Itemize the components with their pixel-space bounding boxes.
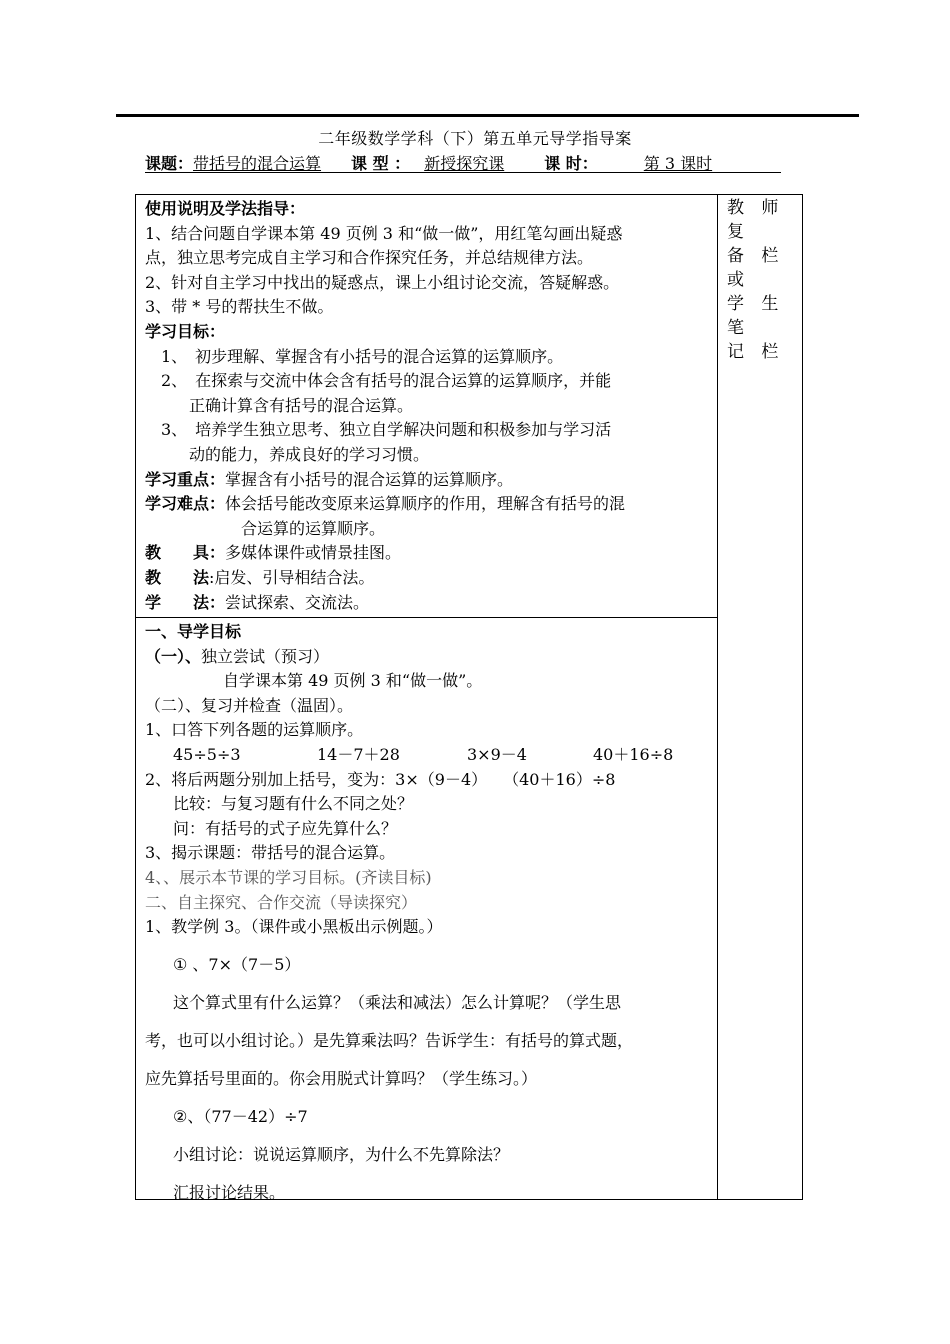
- part1: [145, 645, 713, 670]
- goal-line: 1、 初步理解、掌握含有小括号的混合运算的运算顺序。: [161, 346, 564, 366]
- goal-line: 动的能力，养成良好的学习习惯。: [189, 444, 430, 464]
- expression: 45÷5÷3: [173, 744, 241, 764]
- table-column-divider: [717, 194, 718, 1200]
- part2-line: （二）、复习并检查（温固）。: [145, 695, 354, 715]
- goal-line: 3、 培养学生独立思考、独立自学解决问题和积极参加与学习活: [161, 420, 612, 440]
- key-point-label: 学习重点：: [145, 469, 226, 489]
- period-label: 课 时：: [544, 154, 598, 173]
- instruction-line: 3、带 * 号的帮扶生不做。: [145, 297, 334, 317]
- difficulty-text: 体会括号能改变原来运算顺序的作用，理解含有括号的混: [225, 494, 626, 514]
- report-line: 汇报讨论结果。: [173, 1182, 286, 1202]
- expression: 3×9－4: [467, 744, 527, 764]
- example-1-b: ②、（77－42）÷7: [173, 1106, 308, 1126]
- tools: [145, 541, 713, 566]
- question-4: 4、、展示本节课的学习目标。(齐读目标): [145, 867, 432, 887]
- question-2: 2、将后两题分别加上括号，变为：3×（9－4） （40＋16）÷8: [145, 769, 616, 789]
- instruction-line: 2、针对自主学习中找出的疑惑点，课上小组讨论交流，答疑解惑。: [145, 272, 620, 292]
- question-3: 3、揭示课题：带括号的混合运算。: [145, 843, 396, 863]
- page-title: 二年级数学学科（下）第五单元导学指导案: [318, 129, 632, 148]
- tools-label: 教 具：: [145, 543, 226, 563]
- expression: 14－7＋28: [317, 744, 400, 764]
- goal-line: 2、 在探索与交流中体会含有括号的混合运算的运算顺序，并能: [161, 371, 612, 391]
- ask-line: 问：有括号的式子应先算什么？: [173, 818, 398, 838]
- side-text-line: 教 师 复: [727, 198, 785, 242]
- guide-section: [145, 620, 713, 1212]
- topic-label: 课题：: [145, 154, 194, 173]
- teach-method: [145, 566, 713, 591]
- example-1-text: 考，也可以小组讨论。）是先算乘法吗？告诉学生：有括号的算式题，: [145, 1030, 634, 1050]
- instruction-line: 1、结合问题自学课本第 49 页例 3 和“做一做”，用红笔勾画出疑惑: [145, 223, 623, 243]
- period-value: 第 3 课时: [643, 154, 713, 173]
- key-point: [145, 468, 713, 493]
- learn-method: [145, 591, 713, 616]
- top-rule: [116, 114, 859, 117]
- lesson-info-line: [145, 151, 712, 174]
- teach-method-label: 教 法: [145, 567, 210, 587]
- example-1-text: 这个算式里有什么运算？（乘法和减法）怎么计算呢？（学生思: [173, 992, 622, 1012]
- type-label: 课 型 ：: [351, 154, 411, 173]
- teacher-notes-column: [727, 196, 799, 364]
- example-1-a: ① 、7×（7－5）: [173, 954, 301, 974]
- learn-method-text: 尝试探索、交流法。: [225, 592, 370, 612]
- key-point-text: 掌握含有小括号的混合运算的运算顺序。: [225, 469, 514, 489]
- difficulty-text-cont: 合运算的运算顺序。: [241, 518, 386, 538]
- side-text-line: 备 栏 或: [727, 246, 785, 290]
- question-1: 1、口答下列各题的运算顺序。: [145, 720, 364, 740]
- example-1-text: 应先算括号里面的。你会用脱式计算吗？（学生练习。）: [145, 1068, 538, 1088]
- discussion-line: 小组讨论：说说运算顺序，为什么不先算除法？: [173, 1144, 510, 1164]
- instructions-heading: 使用说明及学法指导：: [145, 199, 306, 218]
- guide-heading: 一、导学目标: [145, 622, 242, 641]
- teach-method-text: :启发、引导相结合法。: [209, 567, 375, 587]
- expression: 40＋16÷8: [593, 744, 674, 764]
- difficulty: [145, 492, 713, 517]
- learn-method-label: 学 法：: [145, 592, 226, 612]
- instruction-line: 点，独立思考完成自主学习和合作探究任务，并总结规律方法。: [145, 248, 594, 268]
- instructions-section: [145, 197, 713, 615]
- side-text-line: 学 生 笔: [727, 294, 785, 338]
- example-1: 1、教学例 3。（课件或小黑板出示例题。）: [145, 917, 443, 937]
- type-value: 新授探究课: [424, 154, 505, 173]
- explore-heading: 二、自主探究、合作交流（导读探究）: [145, 892, 418, 912]
- part1-text: 独立尝试（预习）: [201, 646, 330, 666]
- difficulty-label: 学习难点：: [145, 494, 226, 514]
- subtitle-underline: [145, 172, 781, 173]
- topic-value: 带括号的混合运算: [193, 154, 322, 173]
- goals-heading: 学习目标：: [145, 321, 226, 341]
- tools-text: 多媒体课件或情景挂图。: [225, 543, 402, 563]
- part1-label: （一）、: [145, 646, 202, 666]
- compare-line: 比较：与复习题有什么不同之处？: [173, 794, 414, 814]
- expressions-row: [145, 743, 713, 768]
- table-row-divider: [135, 617, 718, 618]
- side-text-line: 记 栏: [727, 342, 785, 362]
- self-study-line: 自学课本第 49 页例 3 和“做一做”。: [223, 671, 483, 691]
- goal-line: 正确计算含有括号的混合运算。: [189, 395, 414, 415]
